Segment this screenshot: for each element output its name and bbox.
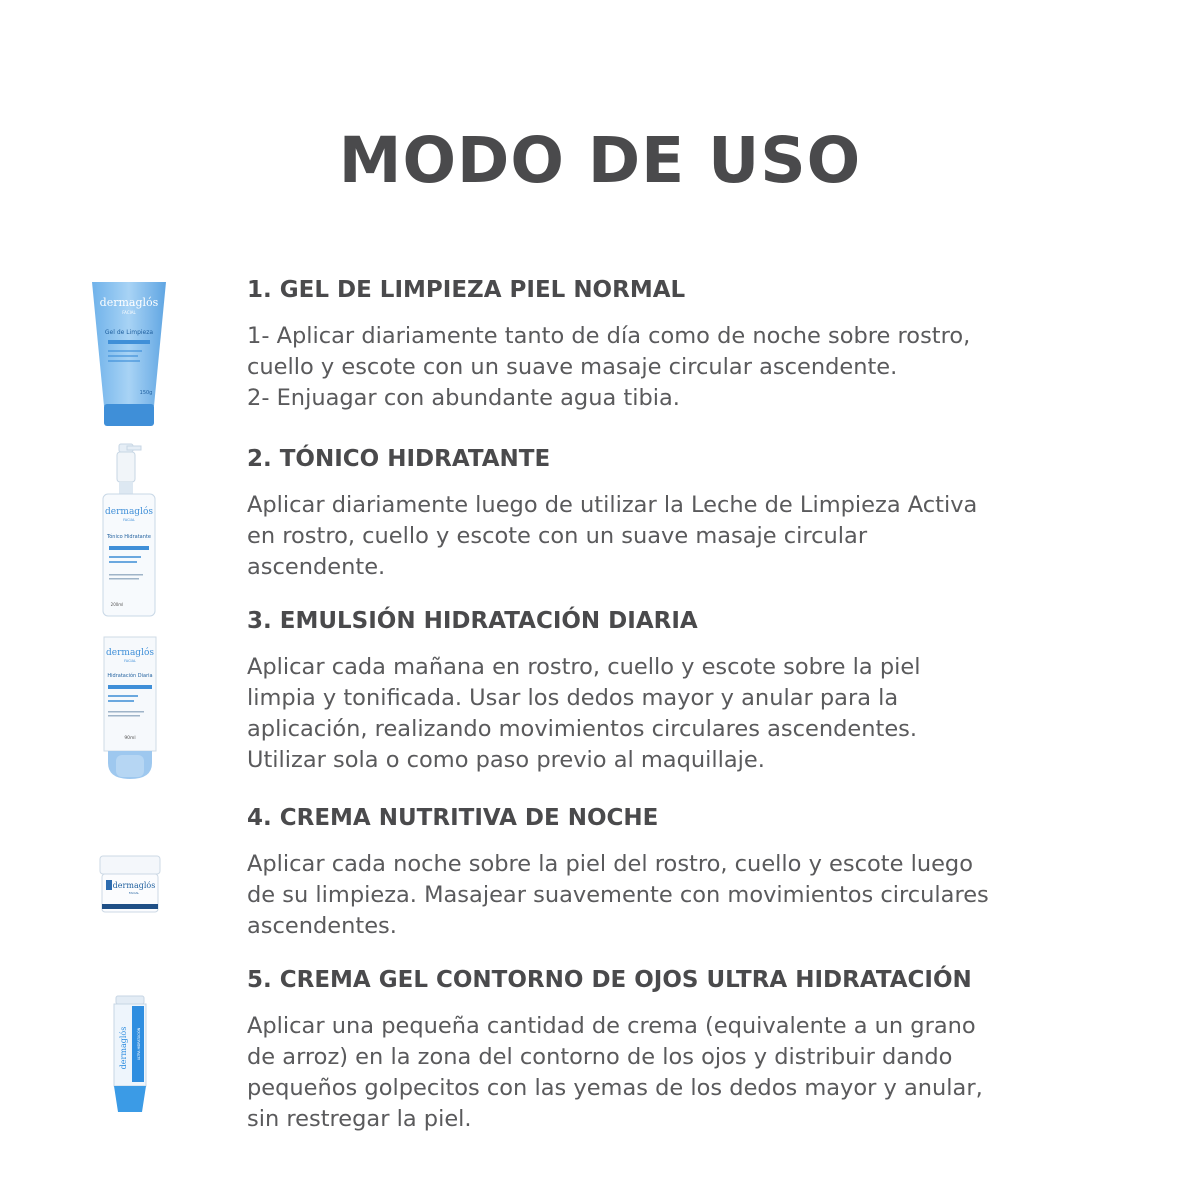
svg-text:dermaglós: dermaglós [106,648,154,658]
step-3-text [247,652,920,776]
step-5-line-4: sin restregar la piel. [247,1106,472,1132]
svg-text:FACIAL: FACIAL [124,659,136,663]
step-1-line-1: 1- Aplicar diariamente tanto de día como de noche sobre rostro, [247,323,971,349]
step-4-line-1: Aplicar cada noche sobre la piel del rostro, cuello y escote luego [247,851,973,877]
svg-text:90ml: 90ml [124,736,136,741]
step-1-heading: 1. GEL DE LIMPIEZA PIEL NORMAL [247,277,686,303]
step-3-line-2: limpia y tonificada. Usar los dedos mayor y anular para la [247,685,899,711]
gel-limpieza-tube-image [88,280,170,428]
svg-text:dermaglós: dermaglós [119,1026,128,1070]
step-3-heading: 3. EMULSIÓN HIDRATACIÓN DIARIA [247,608,698,634]
step-3-line-3: aplicación, realizando movimientos circulares ascendentes. [247,716,918,742]
step-2-text [247,490,977,583]
svg-text:FACIAL: FACIAL [122,310,136,315]
svg-text:dermaglós: dermaglós [112,881,156,890]
step-2-line-3: ascendente. [247,554,386,580]
emulsion-bottle-image [100,635,160,781]
step-5-line-3: pequeños golpecitos con las yemas de los dedos mayor y anular, [247,1075,983,1101]
tonico-spray-bottle-image [99,442,159,618]
crema-nutritiva-jar-image [98,854,162,914]
step-4-text [247,849,989,942]
step-4-line-3: ascendentes. [247,913,397,939]
step-4-line-2: de su limpieza. Masajear suavemente con movimientos circulares [247,882,989,908]
step-2-heading: 2. TÓNICO HIDRATANTE [247,446,551,472]
step-5-line-1: Aplicar una pequeña cantidad de crema (equivalente a un grano [247,1013,976,1039]
step-1-text [247,321,970,414]
svg-text:FACIAL: FACIAL [123,518,135,522]
svg-text:Gel de Limpieza: Gel de Limpieza [104,329,154,336]
step-5-text [247,1011,983,1135]
step-2-line-1: Aplicar diariamente luego de utilizar la Leche de Limpieza Activa [247,492,978,518]
svg-text:Hidratación Diaria: Hidratación Diaria [107,673,153,679]
svg-text:FACIAL: FACIAL [128,891,140,895]
svg-text:dermaglós: dermaglós [99,296,159,309]
svg-text:Tónico Hidratante: Tónico Hidratante [107,534,151,540]
svg-text:dermaglós: dermaglós [105,507,153,517]
step-4-heading: 4. CREMA NUTRITIVA DE NOCHE [247,805,659,831]
step-3-line-4: Utilizar sola o como paso previo al maquillaje. [247,747,765,773]
svg-text:ULTRA HIDRATACIÓN: ULTRA HIDRATACIÓN [137,1027,141,1061]
step-2-line-2: en rostro, cuello y escote con un suave masaje circular [247,523,868,549]
step-1-line-2: cuello y escote con un suave masaje circular ascendente. [247,354,898,380]
svg-text:150g: 150g [139,390,153,396]
step-5-line-2: de arroz) en la zona del contorno de los ojos y distribuir dando [247,1044,953,1070]
step-5-heading: 5. CREMA GEL CONTORNO DE OJOS ULTRA HIDRATACIÓN [247,967,972,993]
step-1-line-3: 2- Enjuagar con abundante agua tibia. [247,385,680,411]
step-3-line-1: Aplicar cada mañana en rostro, cuello y escote sobre la piel [247,654,921,680]
svg-text:200ml: 200ml [110,602,124,607]
contorno-ojos-tube-image [110,994,150,1114]
page-title: MODO DE USO [338,124,862,197]
